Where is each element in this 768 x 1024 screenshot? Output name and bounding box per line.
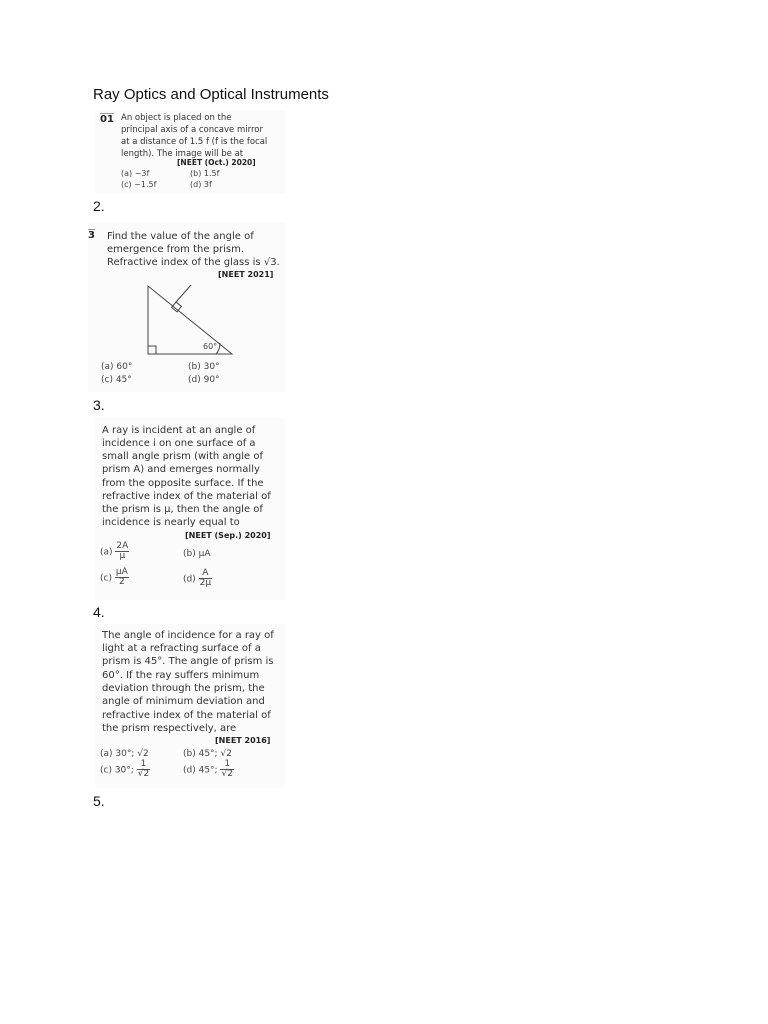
- option-c: [100, 568, 129, 588]
- question-number: 5.: [93, 793, 105, 809]
- question-text-line: small angle prism (with angle of: [102, 451, 263, 462]
- question-text-line: the prism is μ, then the angle of: [102, 504, 263, 515]
- option-c-fraction: [137, 760, 150, 780]
- prism-diagram: [88, 280, 285, 360]
- question-text-line: the prism respectively, are: [102, 723, 237, 734]
- question-number: 2.: [93, 198, 105, 214]
- question-text-line: light at a refracting surface of a: [102, 643, 261, 654]
- option-a-numerator: 2A: [116, 541, 129, 551]
- question-badge: 01: [100, 114, 114, 125]
- question-text-line: The angle of incidence for a ray of: [102, 630, 274, 641]
- option-b: (b) 30°: [188, 362, 220, 372]
- question-badge: 3: [88, 230, 95, 241]
- option-a: (a) 30°; √2: [100, 749, 149, 759]
- option-c-fraction: [115, 568, 129, 588]
- exam-tag: [NEET (Sep.) 2020]: [185, 531, 271, 540]
- option-d-denominator: √2: [221, 769, 233, 780]
- option-d: (d) 90°: [188, 375, 220, 385]
- option-c: (c) −1.5f: [121, 180, 157, 189]
- option-c-numerator: 1: [137, 760, 150, 770]
- question-4-image: [95, 624, 285, 788]
- right-angle-marker: [148, 346, 156, 354]
- option-a: (a) 60°: [101, 362, 133, 372]
- question-text-line: refractive index of the material of: [102, 710, 271, 721]
- option-d: [183, 760, 234, 780]
- option-d: [183, 569, 212, 589]
- option-c: (c) 45°: [101, 375, 132, 385]
- question-text-line: deviation through the prism, the: [102, 683, 265, 694]
- question-text-line: incidence i on one surface of a: [102, 438, 256, 449]
- option-d-prefix: (d): [183, 574, 196, 585]
- question-text-line: angle of minimum deviation and: [102, 696, 265, 707]
- page-title: Ray Optics and Optical Instruments: [93, 86, 329, 103]
- option-a-denominator: μ: [119, 551, 126, 562]
- exam-tag: [NEET (Oct.) 2020]: [177, 158, 256, 167]
- question-2-image: [88, 222, 285, 392]
- option-c-denominator: √2: [137, 769, 150, 780]
- question-text-line: principal axis of a concave mirror: [121, 125, 263, 135]
- question-text-line: incidence is nearly equal to: [102, 517, 240, 528]
- option-d-prefix: (d) 45°;: [183, 765, 218, 776]
- question-text-line: Find the value of the angle of: [107, 231, 254, 242]
- question-text-line: prism A) and emerges normally: [102, 464, 260, 475]
- option-d-fraction: [199, 569, 212, 589]
- option-d: (d) 3f: [190, 180, 212, 189]
- question-1-image: [95, 110, 285, 194]
- option-b: (b) μA: [183, 549, 211, 559]
- option-d-fraction: [220, 760, 233, 780]
- question-text-line: A ray is incident at an angle of: [102, 425, 256, 436]
- option-c-numerator: μA: [115, 567, 128, 577]
- option-a: [100, 542, 129, 562]
- option-d-denominator: 2μ: [199, 578, 212, 589]
- option-a: (a) −3f: [121, 169, 150, 178]
- option-c-prefix: (c): [100, 573, 112, 584]
- question-number: 4.: [93, 604, 105, 620]
- exam-tag: [NEET 2021]: [218, 270, 274, 279]
- question-3-image: [95, 418, 285, 600]
- question-text-line: Refractive index of the glass is √3.: [107, 257, 280, 268]
- incident-ray: [176, 285, 191, 302]
- option-d-numerator: 1: [220, 760, 233, 770]
- question-text-line: prism is 45°. The angle of prism is: [102, 656, 274, 667]
- angle-label: 60°: [203, 342, 218, 351]
- option-a-prefix: (a): [100, 547, 113, 558]
- option-c-prefix: (c) 30°;: [100, 765, 134, 776]
- question-text-line: 60°. If the ray suffers minimum: [102, 670, 260, 681]
- question-text-line: An object is placed on the: [121, 113, 232, 123]
- question-text-line: from the opposite surface. If the: [102, 478, 264, 489]
- prism-triangle: [148, 286, 232, 354]
- question-number: 3.: [93, 397, 105, 413]
- option-d-numerator: A: [199, 569, 212, 579]
- option-b: (b) 1.5f: [190, 169, 220, 178]
- exam-tag: [NEET 2016]: [215, 736, 271, 745]
- question-text-line: length). The image will be at: [121, 149, 244, 159]
- option-a-fraction: [115, 542, 129, 562]
- question-text-line: at a distance of 1.5 f (f is the focal: [121, 137, 268, 147]
- option-c-denominator: 2: [118, 577, 125, 588]
- option-c: [100, 760, 150, 780]
- option-b: (b) 45°; √2: [183, 749, 232, 759]
- question-text-line: emergence from the prism.: [107, 244, 245, 255]
- question-text-line: refractive index of the material of: [102, 491, 271, 502]
